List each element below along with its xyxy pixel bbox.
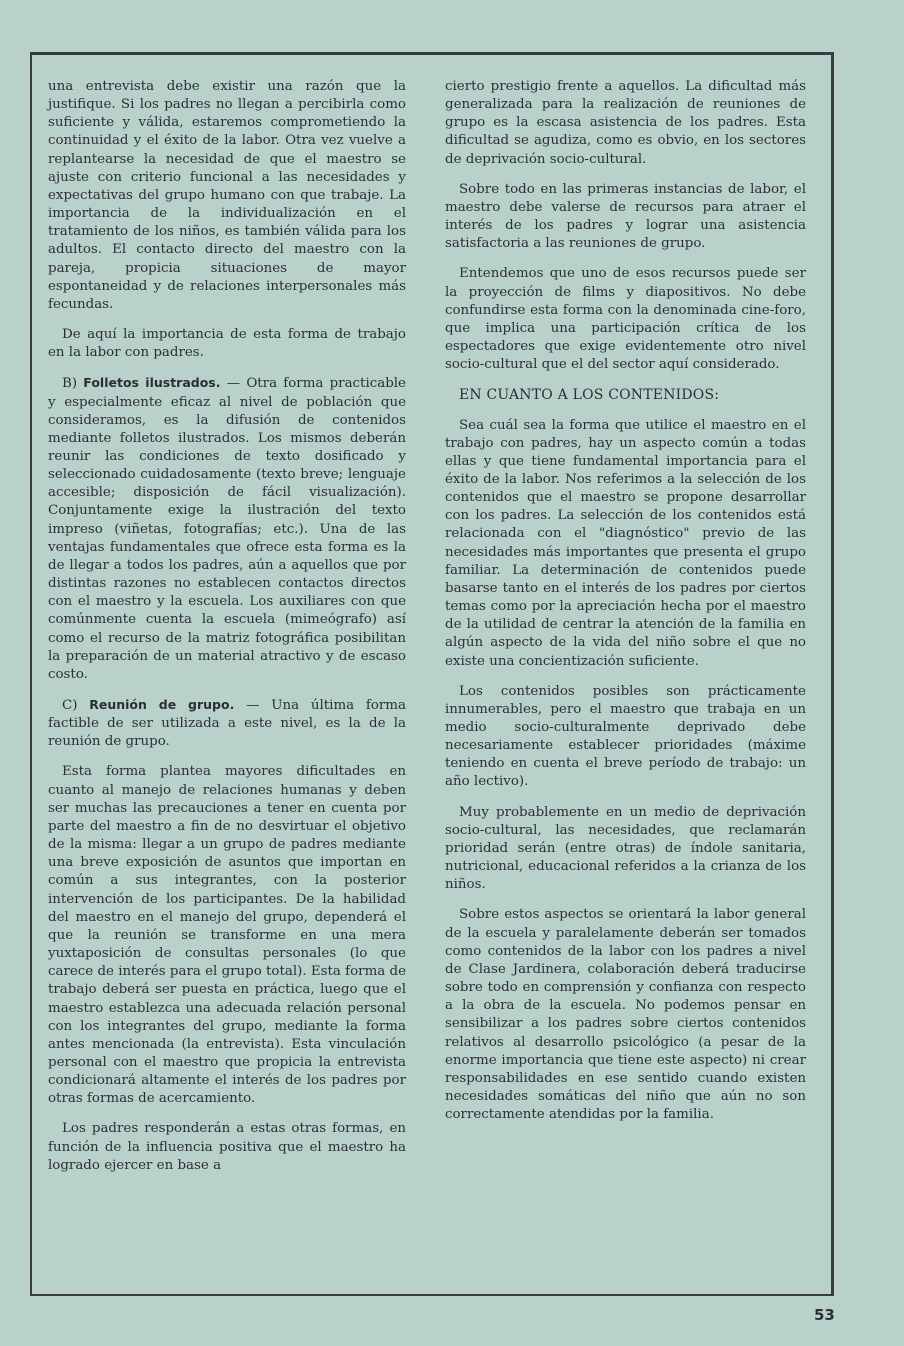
section-label: B) xyxy=(62,376,78,392)
left-column xyxy=(48,78,406,1187)
section-b xyxy=(48,374,406,684)
paragraph: Sobre todo en las primeras instancias de labor, el maestro debe valerse de recursos para atraer el interés de los padres y lograr una asistencia satisfactoria a las reuniones de grupo. xyxy=(445,181,806,252)
paragraph: Muy probablemente en un medio de deprivación socio-cultural, las necesidades, que reclamarán prioridad serán (entre otras) de índole sanitaria, nutricional, educacional referidos a la crianza de los niños. xyxy=(445,804,806,893)
section-title: Folletos ilustrados. xyxy=(83,375,221,391)
section-text: — Otra forma practicable y especialmente eficaz al nivel de población que consideramos, es la difusión de contenidos mediante folletos ilustrados. Los mismos deberán reunir las condiciones de texto dosificado y seleccionado cuidadosamente (texto breve; lenguaje accesible; disposición de fácil visualización). Conjuntamente exige la ilustración del texto impreso (viñetas, fotografías; etc.). Una de las ventajas fundamentales que ofrece esta forma es la de llegar a todos los padres, aún a aquellos que por distintas razones no establecen contactos directos con el maestro y la escuela. Los auxiliares con que comúnmente cuenta la escuela (mimeógrafo) así como el recurso de la matriz fotográfica posibilitan la preparación de un material atractivo y de escaso costo. xyxy=(48,376,406,682)
paragraph: una entrevista debe existir una razón que la justifique. Si los padres no llegan a percibirla como suficiente y válida, estaremos comprometiendo la continuidad y el éxito de la labor. Otra vez vuelve a replantearse la necesidad de que el maestro se ajuste con criterio funcional a las necesidades y expectativas del grupo humano con que trabaje. La importancia de la individualización en el tratamiento de los niños, es también válida para los adultos. El contacto directo del maestro con la pareja, propicia situaciones de mayor espontaneidad y de relaciones interpersonales más fecundas. xyxy=(48,79,406,312)
paragraph: Entendemos que uno de esos recursos puede ser la proyección de films y diapositivos. No debe confundirse esta forma con la denominada cine-foro, que implica una participación crítica de los espectadores que exige evidentemente otro nivel socio-cultural que el del sector aquí considerado. xyxy=(445,266,806,373)
paragraph: Esta forma plantea mayores dificultades en cuanto al manejo de relaciones humanas y deben ser muchas las precauciones a tener en cuenta por parte del maestro a fin de no desvirtuar el objetivo de la misma: llegar a un grupo de padres mediante una breve exposición de asuntos que importan en común a sus integrantes, con la posterior intervención de los participantes. De la habilidad del maestro en el manejo del grupo, dependerá el que la reunión se transforme en una mera yuxtaposición de consultas personales (lo que carece de interés para el grupo total). Esta forma de trabajo deberá ser puesta en práctica, luego que el maestro establezca una adecuada relación personal con los integrantes del grupo, mediante la forma antes mencionada (la entrevista). Esta vinculación personal con el maestro que propicia la entrevista condicionará altamente el interés de los padres por otras formas de acercamiento. xyxy=(48,764,407,1107)
section-heading: EN CUANTO A LOS CONTENIDOS: xyxy=(459,387,720,404)
paragraph: Los padres responderán a estas otras formas, en función de la influencia positiva que el maestro ha logrado ejercer en base a xyxy=(48,1121,406,1173)
paragraph: cierto prestigio frente a aquellos. La dificultad más generalizada para la realización de reuniones de grupo es la escasa asistencia de los padres. Esta dificultad se agudiza, como es obvio, en los sectores de deprivación socio-cultural. xyxy=(445,79,806,167)
section-label: C) xyxy=(62,698,78,713)
paragraph: Los contenidos posibles son prácticamente innumerables, pero el maestro que trabaja en un medio socio-culturalmente deprivado debe necesariamente establecer prioridades (máxime teniendo en cuenta el breve período de trabajo: un año lectivo). xyxy=(445,683,806,790)
paragraph: De aquí la importancia de esta forma de trabajo en la labor con padres. xyxy=(48,327,406,361)
section-title: Reunión de grupo. xyxy=(89,697,235,712)
page-number: 53 xyxy=(814,1306,835,1324)
right-column xyxy=(445,78,806,1136)
paragraph: Sea cuál sea la forma que utilice el maestro en el trabajo con padres, hay un aspecto común a todas ellas y que tiene fundamental importancia para el éxito de la labor. Nos referimos a la selección de los contenidos que el maestro se propone desarrollar con los padres. La selección de los contenidos está relacionada con el "diagnóstico" previo de las necesidades más importantes que presenta el grupo familiar. La determinación de contenidos puede basarse tanto en el interés de los padres por ciertos temas como por la apreciación hecha por el maestro de la utilidad de centrar la atención de la familia en algún aspecto de la vida del niño sobre el que no existe una concientización suficiente. xyxy=(445,417,806,669)
paragraph: Sobre estos aspectos se orientará la labor general de la escuela y paralelamente deberán ser tomados como contenidos de la labor con los padres a nivel de Clase Jardinera, colaboración deberá traducirse sobre todo en comprensión y confianza con respecto a la obra de la escuela. No podemos pensar en sensibilizar a los padres sobre ciertos contenidos relativos al desarrollo psicológico (a pesar de la enorme importancia que tiene este aspecto) ni crear responsabilidades en ese sentido cuando existen necesidades somáticas del niño que aún no son correctamente atendidas por la familia. xyxy=(445,907,806,1123)
section-c xyxy=(48,696,406,751)
section-text: — Una última forma factible de ser utilizada a este nivel, es la de la reunión de grupo. xyxy=(48,698,406,750)
